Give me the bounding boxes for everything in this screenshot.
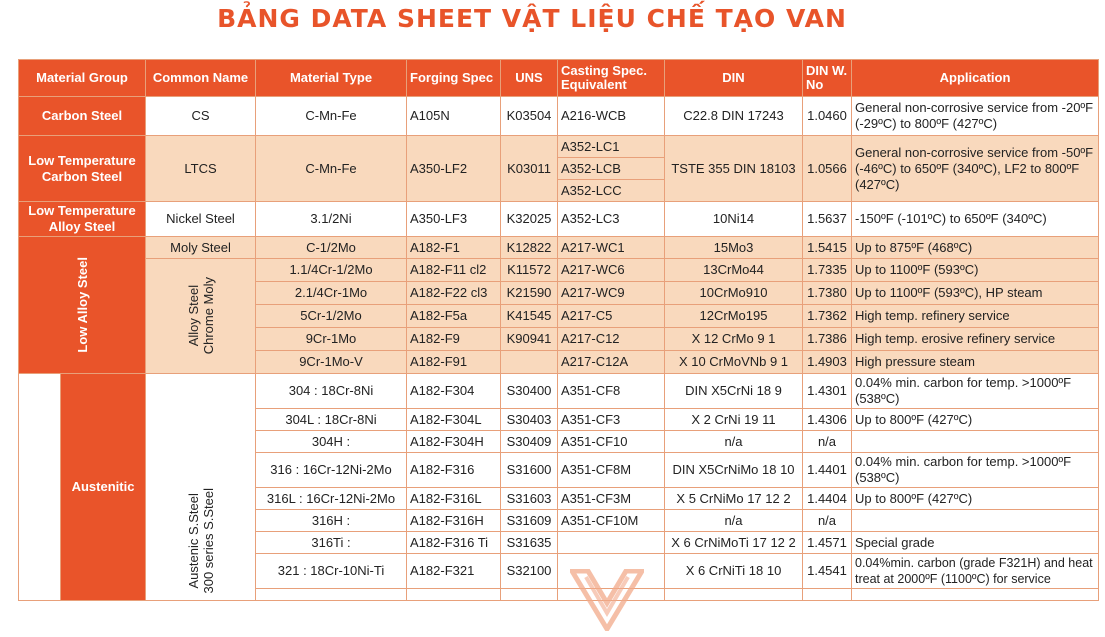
- cell-casting: A351-CF3M: [558, 488, 665, 510]
- cell-application: Up to 1100ºF (593ºC): [852, 259, 1099, 282]
- cell-empty: [852, 589, 1099, 601]
- cell-casting: A217-WC6: [558, 259, 665, 282]
- cell-application: High temp. refinery service: [852, 305, 1099, 328]
- cell-casting: A352-LC1: [558, 136, 665, 158]
- austenitic-spacer: [19, 374, 61, 601]
- header-common-name: Common Name: [146, 60, 256, 97]
- cell-forging: A182-F316L: [407, 488, 501, 510]
- cell-material-type: 3.1/2Ni: [256, 202, 407, 237]
- cell-din-w: 1.5637: [803, 202, 852, 237]
- cell-casting: A217-C5: [558, 305, 665, 328]
- cell-application: 0.04% min. carbon for temp. >1000ºF (538ºC): [852, 453, 1099, 488]
- cell-common-name: LTCS: [146, 136, 256, 202]
- cell-uns: K11572: [501, 259, 558, 282]
- cell-din: 10CrMo910: [665, 282, 803, 305]
- group-carbon-steel: Carbon Steel: [19, 97, 146, 136]
- cell-din: X 12 CrMo 9 1: [665, 328, 803, 351]
- cell-material-type: 5Cr-1/2Mo: [256, 305, 407, 328]
- cell-uns: S31603: [501, 488, 558, 510]
- cell-uns: S30409: [501, 431, 558, 453]
- cell-din-w: 1.4541: [803, 554, 852, 589]
- cell-din: TSTE 355 DIN 18103: [665, 136, 803, 202]
- cell-uns: K12822: [501, 237, 558, 259]
- cell-uns: K03504: [501, 97, 558, 136]
- cell-casting: A351-CF8: [558, 374, 665, 409]
- cell-din: n/a: [665, 510, 803, 532]
- cell-casting: A217-C12: [558, 328, 665, 351]
- header-uns: UNS: [501, 60, 558, 97]
- cell-material-type: 9Cr-1Mo: [256, 328, 407, 351]
- cell-material-type: C-Mn-Fe: [256, 136, 407, 202]
- cell-material-type: 316H :: [256, 510, 407, 532]
- cell-din: 13CrMo44: [665, 259, 803, 282]
- cell-din: 15Mo3: [665, 237, 803, 259]
- cell-material-type: 316 : 16Cr-12Ni-2Mo: [256, 453, 407, 488]
- cell-uns: S32100: [501, 554, 558, 589]
- cell-din-w: 1.4903: [803, 351, 852, 374]
- table-row: [19, 97, 1099, 136]
- cell-uns: K21590: [501, 282, 558, 305]
- chrome-moly-label-2: Chrome Moly: [200, 277, 216, 355]
- cell-casting: [558, 532, 665, 554]
- cell-application: High pressure steam: [852, 351, 1099, 374]
- cell-din-w: 1.4404: [803, 488, 852, 510]
- cell-din: C22.8 DIN 17243: [665, 97, 803, 136]
- cell-austenitic-sub: [146, 374, 256, 601]
- cell-empty: [256, 589, 407, 601]
- cell-application: High temp. erosive refinery service: [852, 328, 1099, 351]
- cell-material-type: C-1/2Mo: [256, 237, 407, 259]
- cell-casting: A217-WC9: [558, 282, 665, 305]
- cell-uns: S31635: [501, 532, 558, 554]
- cell-forging: A350-LF2: [407, 136, 501, 202]
- cell-din: X 2 CrNi 19 11: [665, 409, 803, 431]
- cell-application: Up to 875ºF (468ºC): [852, 237, 1099, 259]
- cell-din-w: 1.7362: [803, 305, 852, 328]
- group-low-temp-alloy: Low Temperature Alloy Steel: [19, 202, 146, 237]
- cell-casting: A217-WC1: [558, 237, 665, 259]
- cell-application: Up to 1100ºF (593ºC), HP steam: [852, 282, 1099, 305]
- cell-forging: A182-F9: [407, 328, 501, 351]
- header-material-type: Material Type: [256, 60, 407, 97]
- cell-forging: A182-F316: [407, 453, 501, 488]
- cell-din: DIN X5CrNiMo 18 10: [665, 453, 803, 488]
- cell-din-w: 1.7386: [803, 328, 852, 351]
- cell-din: n/a: [665, 431, 803, 453]
- header-din-w-no: DIN W. No: [803, 60, 852, 97]
- header-application: Application: [852, 60, 1099, 97]
- cell-uns: S30400: [501, 374, 558, 409]
- cell-application: [852, 510, 1099, 532]
- cell-material-type: 316Ti :: [256, 532, 407, 554]
- cell-din-w: 1.0460: [803, 97, 852, 136]
- cell-din-w: 1.4571: [803, 532, 852, 554]
- header-casting-spec: Casting Spec. Equivalent: [558, 60, 665, 97]
- cell-din-w: n/a: [803, 510, 852, 532]
- cell-empty: [407, 589, 501, 601]
- cell-uns: S31609: [501, 510, 558, 532]
- cell-din: X 10 CrMoVNb 9 1: [665, 351, 803, 374]
- cell-din: X 5 CrNiMo 17 12 2: [665, 488, 803, 510]
- cell-din-w: 1.4301: [803, 374, 852, 409]
- cell-forging: A182-F304L: [407, 409, 501, 431]
- cell-application: Special grade: [852, 532, 1099, 554]
- cell-common-name: CS: [146, 97, 256, 136]
- cell-uns: S31600: [501, 453, 558, 488]
- cell-din-w: 1.4306: [803, 409, 852, 431]
- cell-application: 0.04% min. carbon for temp. >1000ºF (538ºC): [852, 374, 1099, 409]
- cell-forging: A182-F91: [407, 351, 501, 374]
- cell-din: X 6 CrNiTi 18 10: [665, 554, 803, 589]
- cell-casting: A351-CF10: [558, 431, 665, 453]
- cell-forging: A182-F304: [407, 374, 501, 409]
- cell-uns: K03011: [501, 136, 558, 202]
- cell-casting: A217-C12A: [558, 351, 665, 374]
- group-low-temp-carbon: Low Temperature Carbon Steel: [19, 136, 146, 202]
- cell-forging: A182-F1: [407, 237, 501, 259]
- cell-empty: [803, 589, 852, 601]
- group-low-alloy-label: Low Alloy Steel: [74, 257, 90, 353]
- cell-application: [852, 431, 1099, 453]
- cell-din-w: 1.5415: [803, 237, 852, 259]
- cell-casting: A351-CF8M: [558, 453, 665, 488]
- cell-uns: K90941: [501, 328, 558, 351]
- cell-uns: S30403: [501, 409, 558, 431]
- table-row: [19, 374, 1099, 409]
- cell-uns: [501, 351, 558, 374]
- austenitic-sub-label-1: Austenic S.Steel: [185, 493, 201, 589]
- cell-material-type: 304H :: [256, 431, 407, 453]
- header-forging-spec: Forging Spec: [407, 60, 501, 97]
- cell-forging: A182-F22 cl3: [407, 282, 501, 305]
- cell-din: DIN X5CrNi 18 9: [665, 374, 803, 409]
- cell-forging: A182-F304H: [407, 431, 501, 453]
- cell-din-w: 1.0566: [803, 136, 852, 202]
- table-row: [19, 202, 1099, 237]
- cell-casting: A351-CF10M: [558, 510, 665, 532]
- cell-forging: A350-LF3: [407, 202, 501, 237]
- cell-din: 12CrMo195: [665, 305, 803, 328]
- material-datasheet-table: [18, 59, 1099, 601]
- cell-application: Up to 800ºF (427ºC): [852, 488, 1099, 510]
- cell-din-w: n/a: [803, 431, 852, 453]
- cell-material-type: 1.1/4Cr-1/2Mo: [256, 259, 407, 282]
- cell-forging: A182-F5a: [407, 305, 501, 328]
- cell-forging: A182-F321: [407, 554, 501, 589]
- cell-common-name: Nickel Steel: [146, 202, 256, 237]
- cell-material-type: 304 : 18Cr-8Ni: [256, 374, 407, 409]
- cell-casting: A352-LC3: [558, 202, 665, 237]
- cell-application: Up to 800ºF (427ºC): [852, 409, 1099, 431]
- cell-casting: A352-LCC: [558, 180, 665, 202]
- cell-empty: [665, 589, 803, 601]
- cell-din-w: 1.4401: [803, 453, 852, 488]
- cell-casting: A351-CF3: [558, 409, 665, 431]
- cell-forging: A105N: [407, 97, 501, 136]
- cell-uns: K41545: [501, 305, 558, 328]
- cell-application: General non-corrosive service from -50ºF (-46ºC) to 650ºF (340ºC), LF2 to 800ºF (427ºC): [852, 136, 1099, 202]
- cell-material-type: 304L : 18Cr-8Ni: [256, 409, 407, 431]
- cell-din-w: 1.7380: [803, 282, 852, 305]
- cell-application: 0.04%min. carbon (grade F321H) and heat treat at 2000ºF (1100ºC) for service: [852, 554, 1099, 589]
- cell-material-type: 321 : 18Cr-10Ni-Ti: [256, 554, 407, 589]
- group-austenitic: Austenitic: [61, 374, 146, 601]
- cell-material-type: 316L : 16Cr-12Ni-2Mo: [256, 488, 407, 510]
- cell-application: General non-corrosive service from -20ºF (-29ºC) to 800ºF (427ºC): [852, 97, 1099, 136]
- cell-empty: [501, 589, 558, 601]
- cell-din: 10Ni14: [665, 202, 803, 237]
- cell-casting: A352-LCB: [558, 158, 665, 180]
- cell-chrome-moly-group: [146, 259, 256, 374]
- header-row: [19, 60, 1099, 97]
- cell-material-type: 2.1/4Cr-1Mo: [256, 282, 407, 305]
- cell-uns: K32025: [501, 202, 558, 237]
- cell-application: -150ºF (-101ºC) to 650ºF (340ºC): [852, 202, 1099, 237]
- cell-forging: A182-F11 cl2: [407, 259, 501, 282]
- chrome-moly-label-1: Alloy Steel: [185, 285, 201, 347]
- header-din: DIN: [665, 60, 803, 97]
- cell-common-name: Moly Steel: [146, 237, 256, 259]
- cell-forging: A182-F316 Ti: [407, 532, 501, 554]
- cell-forging: A182-F316H: [407, 510, 501, 532]
- cell-casting: A216-WCB: [558, 97, 665, 136]
- austenitic-sub-label-2: 300 series S.Steel: [200, 488, 216, 594]
- cell-din: X 6 CrNiMoTi 17 12 2: [665, 532, 803, 554]
- table-row: [19, 237, 1099, 259]
- group-low-alloy-steel: [19, 237, 146, 374]
- table-row: [19, 259, 1099, 282]
- table-row: [19, 136, 1099, 158]
- watermark-chevron-logo: [570, 569, 644, 631]
- cell-din-w: 1.7335: [803, 259, 852, 282]
- header-material-group: Material Group: [19, 60, 146, 97]
- page-title: BẢNG DATA SHEET VẬT LIỆU CHẾ TẠO VAN: [217, 4, 847, 33]
- cell-material-type: 9Cr-1Mo-V: [256, 351, 407, 374]
- cell-material-type: C-Mn-Fe: [256, 97, 407, 136]
